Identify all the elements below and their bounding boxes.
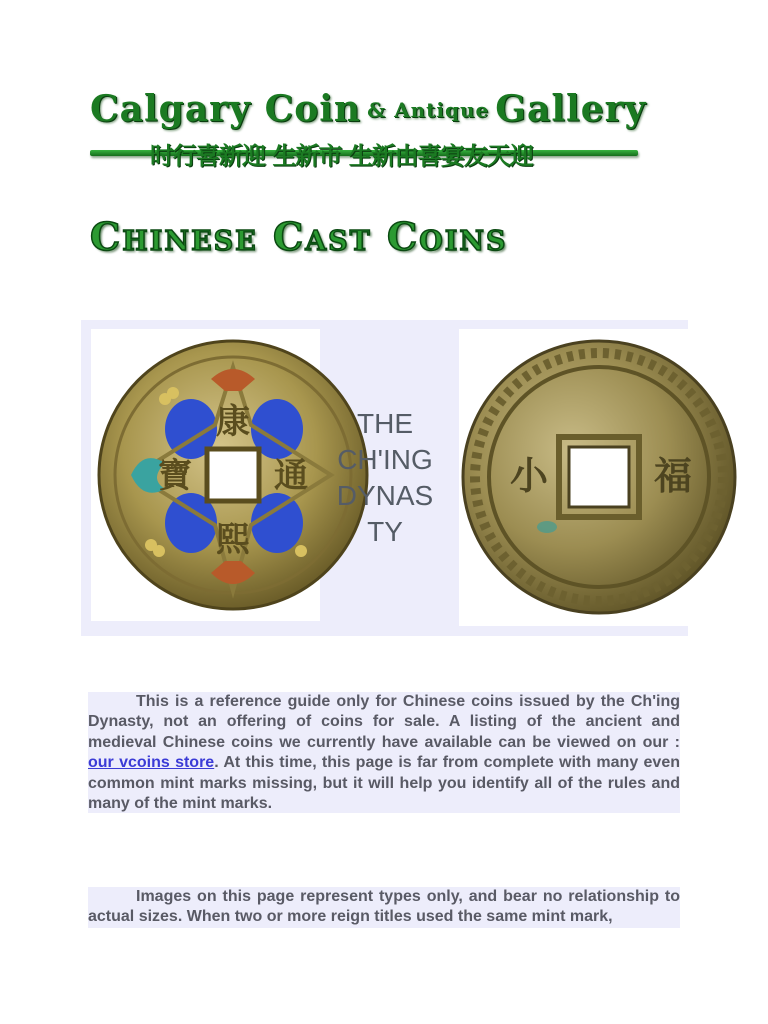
svg-text:小: 小 <box>509 454 549 498</box>
site-logo-title <box>90 88 646 130</box>
svg-text:寶: 寶 <box>158 456 192 496</box>
enamel-coin-graphic <box>91 329 320 621</box>
intro-text-start: This is a reference guide only for Chinese coins issued by the Ch'ing Dynasty, not an offering of coins for sale. A listing of the ancient and medieval Chinese coins we currently have available can be viewed on our : <box>88 693 680 751</box>
vcoins-store-link[interactable]: our vcoins store <box>88 754 215 772</box>
caption-line: TY <box>367 516 403 547</box>
page-title: Chinese Cast Coins <box>90 214 508 259</box>
caption-line: DYNAS <box>336 480 434 511</box>
svg-text:通: 通 <box>274 456 308 496</box>
caption-line: THE <box>357 408 413 439</box>
logo-chinese-text: 时行喜新迎 生新市 生新由喜宴友天迎 <box>150 142 533 170</box>
site-logo-banner <box>88 84 647 180</box>
logo-word-gallery: Gallery <box>495 88 647 130</box>
intro-paragraph <box>88 692 680 813</box>
enamel-coin-image <box>91 329 320 621</box>
svg-text:熙: 熙 <box>216 520 250 560</box>
images-note-paragraph <box>88 887 680 928</box>
svg-text:康: 康 <box>216 402 250 442</box>
coin-image-panel <box>81 320 693 636</box>
logo-word-calgary-coin: Calgary Coin <box>90 88 362 130</box>
logo-word-antique: & Antique <box>367 98 490 122</box>
images-note-text: Images on this page represent types only, and bear no relationship to actual sizes. When two or more reign titles used the same mint mark, <box>88 888 680 926</box>
brass-coin-graphic <box>459 329 693 626</box>
brass-coin-image <box>459 329 693 626</box>
intro-text-end: . At this time, this page is far from complete with many even common mint marks missing, but it will help you identify all of the rules and many of the mint marks. <box>88 754 680 813</box>
dynasty-caption <box>330 406 440 550</box>
svg-text:福: 福 <box>653 454 693 498</box>
caption-line: CH'ING <box>337 444 433 475</box>
